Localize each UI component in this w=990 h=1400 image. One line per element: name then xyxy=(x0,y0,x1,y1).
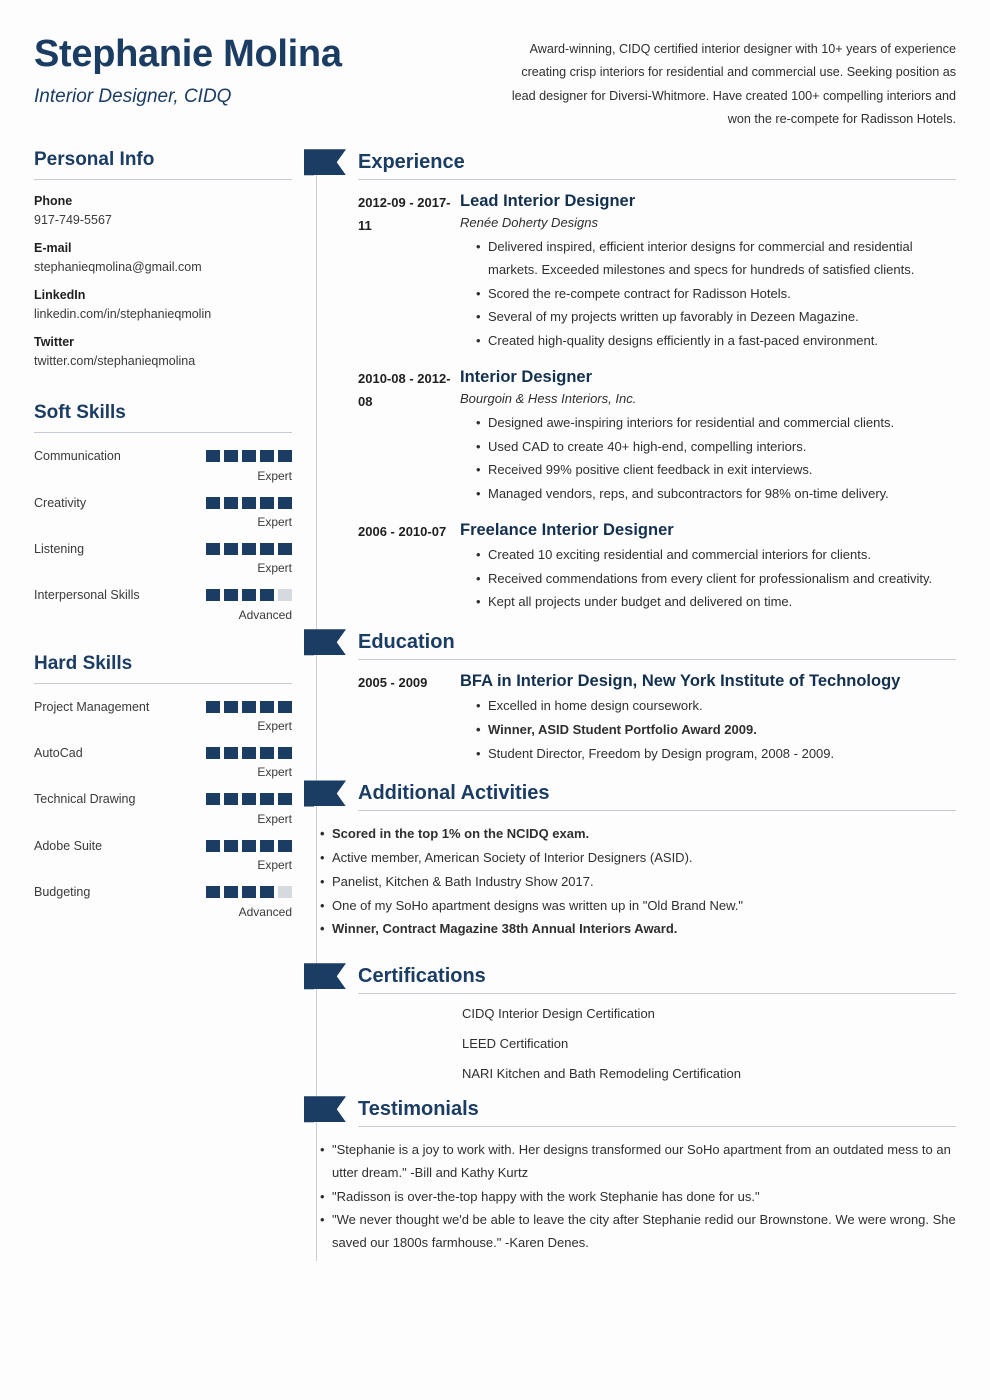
divider xyxy=(358,179,956,180)
skill-rating-bars xyxy=(206,540,292,555)
skill-level: Expert xyxy=(257,468,292,483)
skill-rating-bars xyxy=(206,837,292,852)
soft-skill-item xyxy=(34,494,292,529)
personal-info-item-twitter xyxy=(34,335,292,368)
skill-level: Advanced xyxy=(238,607,292,622)
section-experience xyxy=(304,149,956,615)
personal-info-item-email xyxy=(34,241,292,274)
info-value: stephanieqmolina@gmail.com xyxy=(34,260,202,275)
skill-rating-bars xyxy=(206,790,292,805)
experience-entry xyxy=(304,192,956,354)
section-certifications xyxy=(304,963,956,1081)
section-flag-icon xyxy=(304,1096,346,1122)
resume-body xyxy=(34,149,956,1261)
entry-title: BFA in Interior Design, New York Institute of Technology xyxy=(460,672,901,691)
skill-name: Creativity xyxy=(34,495,87,510)
main-column xyxy=(304,149,956,1261)
education-entry xyxy=(304,672,956,766)
list-item: • "We never thought we'd be able to leave the city after Stephanie redid our Brownstone. We were wrong. She saved our 1800s farmhouse." -Karen Denes. xyxy=(320,1209,956,1255)
list-item: • Panelist, Kitchen & Bath Industry Show 2017. xyxy=(320,871,956,894)
info-value: twitter.com/stephanieqmolina xyxy=(34,354,196,369)
info-label: Twitter xyxy=(34,335,75,350)
candidate-name: Stephanie Molina xyxy=(34,33,342,75)
entry-title: Freelance Interior Designer xyxy=(460,520,674,539)
skill-level: Expert xyxy=(257,514,292,529)
section-flag-icon xyxy=(304,780,346,806)
section-heading-soft-skills: Soft Skills xyxy=(34,402,126,424)
soft-skill-item xyxy=(34,586,292,621)
skill-name: Budgeting xyxy=(34,885,91,900)
list-item: • "Stephanie is a joy to work with. Her designs transformed our SoHo apartment from an outdated mess to an utter dream." -Bill and Kathy Kurtz xyxy=(320,1139,956,1185)
divider xyxy=(358,659,956,660)
skill-level: Expert xyxy=(257,858,292,873)
sidebar-column xyxy=(34,149,304,929)
list-item: • Student Director, Freedom by Design program, 2008 - 2009. xyxy=(476,743,956,766)
skill-level: Expert xyxy=(257,719,292,734)
header-identity xyxy=(34,30,504,108)
skill-rating-bars xyxy=(206,447,292,462)
skill-name: Project Management xyxy=(34,699,150,714)
list-item: LEED Certification xyxy=(462,1036,569,1052)
hard-skill-item xyxy=(34,698,292,733)
list-item: • Designed awe-inspiring interiors for residential and commercial clients. xyxy=(476,412,956,435)
professional-summary: Award-winning, CIDQ certified interior designer with 10+ years of experience creating crisp interiors for residential and commercial use. Seeking position as lead designer for Diversi-Whitmore. Have created 100+ compelling interiors and won the re-compete for Radisson Hotels. xyxy=(511,42,956,126)
list-item: • Received 99% positive client feedback in exit interviews. xyxy=(476,459,956,482)
resume-header xyxy=(34,30,956,131)
experience-entry xyxy=(304,521,956,615)
list-item: • Kept all projects under budget and delivered on time. xyxy=(476,591,956,614)
section-education xyxy=(304,629,956,766)
list-item: • Active member, American Society of Interior Designers (ASID). xyxy=(320,847,956,870)
section-heading-hard-skills: Hard Skills xyxy=(34,652,133,674)
hard-skill-item xyxy=(34,790,292,825)
skill-rating-bars xyxy=(206,586,292,601)
skill-level: Expert xyxy=(257,561,292,576)
soft-skill-item xyxy=(34,447,292,482)
entry-bullets xyxy=(460,544,956,614)
list-item: • Scored the re-compete contract for Radisson Hotels. xyxy=(476,283,956,306)
list-item: • Winner, ASID Student Portfolio Award 2009. xyxy=(476,719,956,742)
hard-skill-item xyxy=(34,883,292,918)
certifications-list xyxy=(304,1006,956,1081)
section-heading-education: Education xyxy=(358,630,455,653)
skill-rating-bars xyxy=(206,698,292,713)
section-heading-certifications: Certifications xyxy=(358,964,486,987)
section-heading-experience: Experience xyxy=(358,150,465,173)
section-flag-icon xyxy=(304,629,346,655)
section-heading-testimonials: Testimonials xyxy=(358,1097,479,1120)
skill-rating-bars xyxy=(206,494,292,509)
list-item: • Winner, Contract Magazine 38th Annual Interiors Award. xyxy=(320,918,956,941)
entry-bullets xyxy=(460,695,956,765)
list-item: • Created 10 exciting residential and commercial interiors for clients. xyxy=(476,544,956,567)
list-item: CIDQ Interior Design Certification xyxy=(462,1006,655,1022)
entry-title: Interior Designer xyxy=(460,367,593,386)
section-testimonials xyxy=(304,1096,956,1255)
info-value: linkedin.com/in/stephanieqmolin xyxy=(34,307,212,322)
list-item: • Managed vendors, reps, and subcontractors for 98% on-time delivery. xyxy=(476,483,956,506)
list-item: • Excelled in home design coursework. xyxy=(476,695,956,718)
skill-name: Interpersonal Skills xyxy=(34,588,140,603)
experience-entry xyxy=(304,368,956,507)
personal-info-item-phone xyxy=(34,194,292,227)
info-value: 917-749-5567 xyxy=(34,213,112,228)
section-heading-additional-activities: Additional Activities xyxy=(358,781,550,804)
skill-name: Technical Drawing xyxy=(34,792,136,807)
skill-name: Communication xyxy=(34,449,121,464)
entry-dates: 2010-08 - 2012-08 xyxy=(358,370,451,409)
list-item: • "Radisson is over-the-top happy with the work Stephanie has done for us." xyxy=(320,1186,956,1209)
skill-name: Listening xyxy=(34,541,85,556)
info-label: E-mail xyxy=(34,241,72,256)
hard-skill-item xyxy=(34,837,292,872)
divider xyxy=(358,1126,956,1127)
entry-dates: 2005 - 2009 xyxy=(358,675,428,691)
entry-bullets xyxy=(460,412,956,506)
divider xyxy=(358,810,956,811)
soft-skill-item xyxy=(34,540,292,575)
info-label: LinkedIn xyxy=(34,288,86,303)
skill-name: AutoCad xyxy=(34,746,83,761)
list-item: NARI Kitchen and Bath Remodeling Certification xyxy=(462,1066,741,1082)
candidate-job-title: Interior Designer, CIDQ xyxy=(34,85,232,107)
list-item: • Created high-quality designs efficiently in a fast-paced environment. xyxy=(476,330,956,353)
testimonials-list xyxy=(304,1139,956,1255)
list-item: • Used CAD to create 40+ high-end, compelling interiors. xyxy=(476,436,956,459)
section-additional-activities xyxy=(304,780,956,941)
list-item: • Several of my projects written up favorably in Dezeen Magazine. xyxy=(476,306,956,329)
section-flag-icon xyxy=(304,963,346,989)
skill-level: Expert xyxy=(257,765,292,780)
info-label: Phone xyxy=(34,194,73,209)
skill-level: Advanced xyxy=(238,904,292,919)
list-item: • Delivered inspired, efficient interior designs for commercial and residential markets. Exceeded milestones and specs for hundreds of satisfied clients. xyxy=(476,236,956,282)
hard-skill-item xyxy=(34,744,292,779)
divider xyxy=(34,179,292,180)
entry-company: Bourgoin & Hess Interiors, Inc. xyxy=(460,390,637,406)
section-heading-personal-info: Personal Info xyxy=(34,149,155,171)
skill-level: Expert xyxy=(257,811,292,826)
entry-dates: 2006 - 2010-07 xyxy=(358,523,447,539)
section-flag-icon xyxy=(304,149,346,175)
entry-company: Renée Doherty Designs xyxy=(460,215,599,231)
entry-title: Lead Interior Designer xyxy=(460,192,636,211)
skill-rating-bars xyxy=(206,883,292,898)
personal-info-item-linkedin xyxy=(34,288,292,321)
list-item: • Received commendations from every client for professionalism and creativity. xyxy=(476,568,956,591)
list-item: • One of my SoHo apartment designs was written up in "Old Brand New." xyxy=(320,895,956,918)
skill-name: Adobe Suite xyxy=(34,838,103,853)
entry-bullets xyxy=(460,236,956,353)
additional-activities-list xyxy=(304,823,956,941)
skill-rating-bars xyxy=(206,744,292,759)
divider xyxy=(34,683,292,684)
entry-dates: 2012-09 - 2017-11 xyxy=(358,195,451,233)
divider xyxy=(358,993,956,994)
divider xyxy=(34,432,292,433)
list-item: • Scored in the top 1% on the NCIDQ exam. xyxy=(320,823,956,846)
